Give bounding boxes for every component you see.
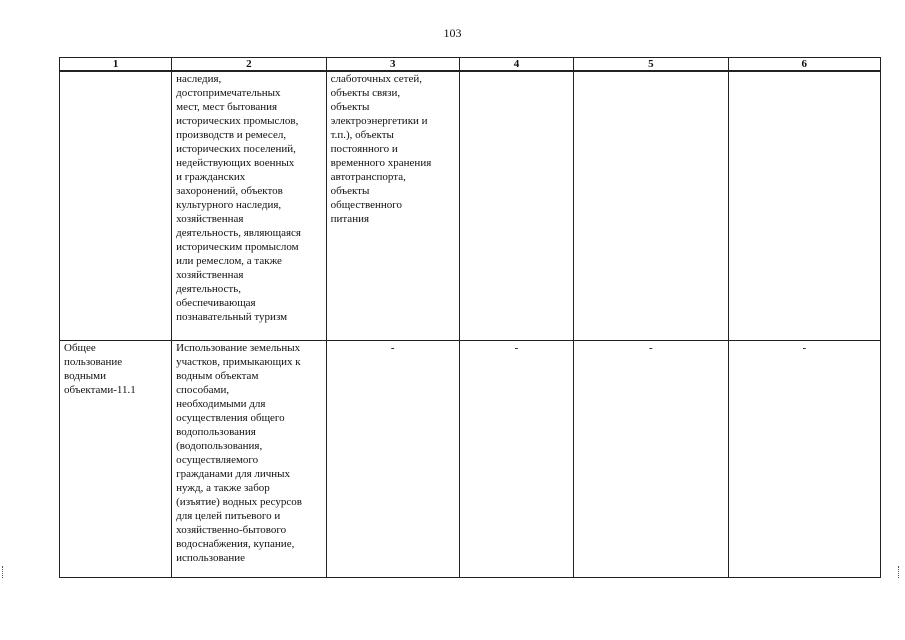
header-col-2: 2	[172, 58, 326, 72]
cell-col-5	[574, 71, 728, 341]
cell-use-type: Общее пользование водными объектами-11.1	[60, 341, 172, 578]
header-col-5: 5	[574, 58, 728, 72]
cell-col-6: -	[728, 341, 880, 578]
cell-description: наследия, достопримечательных мест, мест бытования исторических промыслов, производств и ремесел, исторических поселений, недействующих военных и гражданских захоронений, объектов культурного наследия, хозяйственная деятельность, являющаяся историческим промыслом или ремеслом, а также хозяйственная деятельность, обеспечивающая познавательный туризм	[172, 71, 326, 341]
right-margin-mark	[898, 566, 902, 578]
table-row	[60, 341, 881, 578]
cell-col-4: -	[459, 341, 573, 578]
header-col-3: 3	[326, 58, 459, 72]
header-col-4: 4	[459, 58, 573, 72]
page-number: 103	[443, 26, 462, 40]
table-header-row	[60, 58, 881, 72]
cell-col-5: -	[574, 341, 728, 578]
cell-col-4	[459, 71, 573, 341]
header-col-1: 1	[60, 58, 172, 72]
left-margin-mark	[2, 566, 6, 578]
table-row	[60, 71, 881, 341]
cell-use-type	[60, 71, 172, 341]
header-col-6: 6	[728, 58, 880, 72]
land-use-table	[59, 57, 881, 578]
cell-permitted-objects: -	[326, 341, 459, 578]
cell-description: Использование земельных участков, примыкающих к водным объектам способами, необходимыми для осуществления общего водопользования (водопользования, осуществляемого гражданами для личных нужд, а также забор (изъятие) водных ресурсов для целей питьевого и хозяйственно-бытового водоснабжения, купание, использование	[172, 341, 326, 578]
cell-col-6	[728, 71, 880, 341]
cell-permitted-objects: слаботочных сетей, объекты связи, объекты электроэнергетики и т.п.), объекты постоянного и временного хранения автотранспорта, объекты общественного питания	[326, 71, 459, 341]
